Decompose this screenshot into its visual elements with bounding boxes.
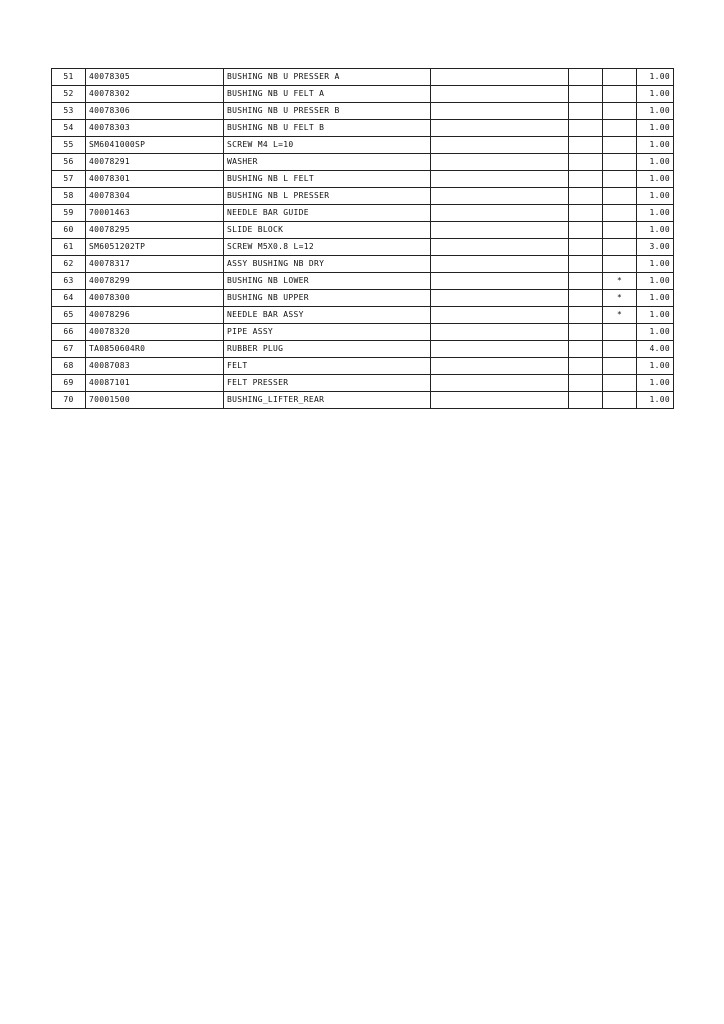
table-row (52, 120, 674, 137)
table-row (52, 239, 674, 256)
description-cell: FELT PRESSER (224, 375, 431, 392)
remark-cell (431, 103, 569, 120)
remark-cell (431, 256, 569, 273)
mark-cell: * (603, 273, 637, 290)
blank-cell (569, 256, 603, 273)
item-number-cell: 62 (52, 256, 86, 273)
mark-cell (603, 120, 637, 137)
mark-cell (603, 341, 637, 358)
item-number-cell: 65 (52, 307, 86, 324)
item-number-cell: 63 (52, 273, 86, 290)
blank-cell (569, 239, 603, 256)
quantity-cell: 1.00 (637, 137, 674, 154)
description-cell: NEEDLE BAR GUIDE (224, 205, 431, 222)
description-cell: BUSHING_LIFTER_REAR (224, 392, 431, 409)
quantity-cell: 1.00 (637, 120, 674, 137)
mark-cell (603, 239, 637, 256)
description-cell: PIPE ASSY (224, 324, 431, 341)
mark-cell (603, 69, 637, 86)
item-number-cell: 52 (52, 86, 86, 103)
quantity-cell: 1.00 (637, 222, 674, 239)
quantity-cell: 1.00 (637, 171, 674, 188)
quantity-cell: 1.00 (637, 256, 674, 273)
blank-cell (569, 222, 603, 239)
part-number-cell: 40078317 (86, 256, 224, 273)
blank-cell (569, 307, 603, 324)
blank-cell (569, 69, 603, 86)
item-number-cell: 54 (52, 120, 86, 137)
quantity-cell: 1.00 (637, 205, 674, 222)
blank-cell (569, 188, 603, 205)
table-row (52, 188, 674, 205)
item-number-cell: 69 (52, 375, 86, 392)
part-number-cell: 40087083 (86, 358, 224, 375)
part-number-cell: 70001463 (86, 205, 224, 222)
part-number-cell: 40078304 (86, 188, 224, 205)
part-number-cell: 40078296 (86, 307, 224, 324)
item-number-cell: 70 (52, 392, 86, 409)
remark-cell (431, 324, 569, 341)
remark-cell (431, 86, 569, 103)
description-cell: NEEDLE BAR ASSY (224, 307, 431, 324)
table-row (52, 86, 674, 103)
remark-cell (431, 341, 569, 358)
remark-cell (431, 392, 569, 409)
table-row (52, 103, 674, 120)
quantity-cell: 1.00 (637, 86, 674, 103)
quantity-cell: 1.00 (637, 392, 674, 409)
part-number-cell: 40078295 (86, 222, 224, 239)
mark-cell: * (603, 307, 637, 324)
mark-cell (603, 86, 637, 103)
part-number-cell: 40078299 (86, 273, 224, 290)
mark-cell (603, 256, 637, 273)
table-row (52, 375, 674, 392)
item-number-cell: 51 (52, 69, 86, 86)
description-cell: BUSHING NB U PRESSER B (224, 103, 431, 120)
part-number-cell: 40078303 (86, 120, 224, 137)
mark-cell (603, 137, 637, 154)
part-number-cell: 40078300 (86, 290, 224, 307)
description-cell: BUSHING NB L FELT (224, 171, 431, 188)
description-cell: WASHER (224, 154, 431, 171)
item-number-cell: 55 (52, 137, 86, 154)
mark-cell (603, 375, 637, 392)
blank-cell (569, 341, 603, 358)
blank-cell (569, 171, 603, 188)
item-number-cell: 60 (52, 222, 86, 239)
remark-cell (431, 375, 569, 392)
quantity-cell: 1.00 (637, 324, 674, 341)
mark-cell (603, 358, 637, 375)
remark-cell (431, 171, 569, 188)
remark-cell (431, 154, 569, 171)
part-number-cell: SM6051202TP (86, 239, 224, 256)
table-row (52, 256, 674, 273)
item-number-cell: 68 (52, 358, 86, 375)
quantity-cell: 1.00 (637, 290, 674, 307)
quantity-cell: 1.00 (637, 307, 674, 324)
quantity-cell: 1.00 (637, 188, 674, 205)
description-cell: SLIDE BLOCK (224, 222, 431, 239)
table-row (52, 154, 674, 171)
description-cell: RUBBER PLUG (224, 341, 431, 358)
remark-cell (431, 273, 569, 290)
part-number-cell: 40078302 (86, 86, 224, 103)
description-cell: BUSHING NB L PRESSER (224, 188, 431, 205)
quantity-cell: 1.00 (637, 69, 674, 86)
remark-cell (431, 307, 569, 324)
blank-cell (569, 273, 603, 290)
mark-cell (603, 222, 637, 239)
table-row (52, 358, 674, 375)
remark-cell (431, 69, 569, 86)
part-number-cell: 40078301 (86, 171, 224, 188)
mark-cell: * (603, 290, 637, 307)
item-number-cell: 67 (52, 341, 86, 358)
description-cell: BUSHING NB LOWER (224, 273, 431, 290)
table-row (52, 222, 674, 239)
mark-cell (603, 392, 637, 409)
remark-cell (431, 222, 569, 239)
description-cell: BUSHING NB UPPER (224, 290, 431, 307)
table-row (52, 341, 674, 358)
quantity-cell: 4.00 (637, 341, 674, 358)
item-number-cell: 61 (52, 239, 86, 256)
item-number-cell: 53 (52, 103, 86, 120)
item-number-cell: 56 (52, 154, 86, 171)
blank-cell (569, 290, 603, 307)
quantity-cell: 3.00 (637, 239, 674, 256)
blank-cell (569, 205, 603, 222)
description-cell: ASSY BUSHING NB DRY (224, 256, 431, 273)
table-row (52, 324, 674, 341)
item-number-cell: 64 (52, 290, 86, 307)
mark-cell (603, 324, 637, 341)
mark-cell (603, 103, 637, 120)
remark-cell (431, 290, 569, 307)
table-row (52, 392, 674, 409)
table-row (52, 205, 674, 222)
parts-list-table (51, 68, 674, 409)
quantity-cell: 1.00 (637, 375, 674, 392)
mark-cell (603, 188, 637, 205)
part-number-cell: 40078306 (86, 103, 224, 120)
quantity-cell: 1.00 (637, 358, 674, 375)
remark-cell (431, 239, 569, 256)
item-number-cell: 58 (52, 188, 86, 205)
description-cell: SCREW M4 L=10 (224, 137, 431, 154)
part-number-cell: 40078320 (86, 324, 224, 341)
blank-cell (569, 375, 603, 392)
description-cell: FELT (224, 358, 431, 375)
blank-cell (569, 137, 603, 154)
part-number-cell: TA0850604R0 (86, 341, 224, 358)
table-row (52, 273, 674, 290)
table-row (52, 137, 674, 154)
parts-table-body (52, 69, 674, 409)
blank-cell (569, 86, 603, 103)
remark-cell (431, 358, 569, 375)
remark-cell (431, 188, 569, 205)
description-cell: BUSHING NB U FELT A (224, 86, 431, 103)
item-number-cell: 57 (52, 171, 86, 188)
mark-cell (603, 171, 637, 188)
quantity-cell: 1.00 (637, 154, 674, 171)
blank-cell (569, 120, 603, 137)
item-number-cell: 66 (52, 324, 86, 341)
blank-cell (569, 358, 603, 375)
part-number-cell: 40078291 (86, 154, 224, 171)
mark-cell (603, 205, 637, 222)
description-cell: SCREW M5X0.8 L=12 (224, 239, 431, 256)
blank-cell (569, 324, 603, 341)
quantity-cell: 1.00 (637, 273, 674, 290)
quantity-cell: 1.00 (637, 103, 674, 120)
table-row (52, 69, 674, 86)
mark-cell (603, 154, 637, 171)
item-number-cell: 59 (52, 205, 86, 222)
blank-cell (569, 154, 603, 171)
part-number-cell: 70001500 (86, 392, 224, 409)
table-row (52, 171, 674, 188)
table-row (52, 290, 674, 307)
remark-cell (431, 137, 569, 154)
remark-cell (431, 205, 569, 222)
table-row (52, 307, 674, 324)
blank-cell (569, 392, 603, 409)
part-number-cell: 40078305 (86, 69, 224, 86)
part-number-cell: 40087101 (86, 375, 224, 392)
remark-cell (431, 120, 569, 137)
part-number-cell: SM6041000SP (86, 137, 224, 154)
blank-cell (569, 103, 603, 120)
description-cell: BUSHING NB U FELT B (224, 120, 431, 137)
description-cell: BUSHING NB U PRESSER A (224, 69, 431, 86)
